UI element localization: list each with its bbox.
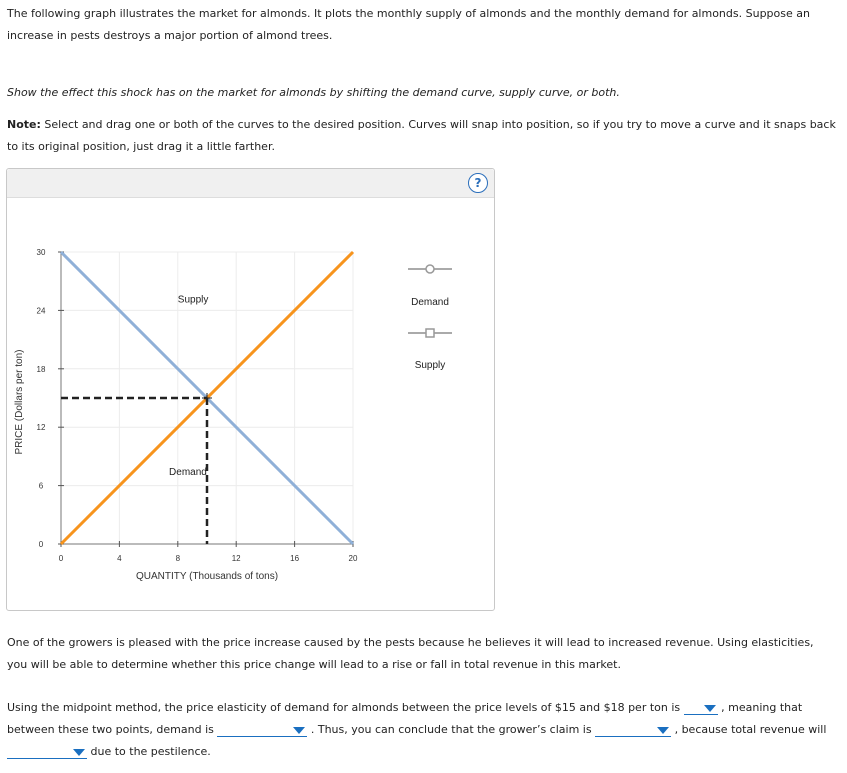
note-label: Note: xyxy=(7,118,41,131)
x-axis-label: QUANTITY (Thousands of tons) xyxy=(135,571,279,582)
claim-dropdown[interactable] xyxy=(595,723,671,737)
supply-curve-label: Supply xyxy=(177,294,209,306)
elasticity-value-dropdown[interactable] xyxy=(684,701,718,715)
demand-curve-label: Demand xyxy=(169,466,207,478)
help-icon[interactable]: ? xyxy=(468,173,488,193)
chevron-down-icon xyxy=(704,705,716,712)
x-tick-label: 20 xyxy=(348,554,358,563)
intro-text: The following graph illustrates the market for almonds. It plots the monthly supply of almonds and the monthly demand for almonds. Suppose an increase in pests destroys a major portion of almond trees. xyxy=(7,7,810,42)
question-part-2: , meaning that between these two points, demand is xyxy=(7,701,803,736)
legend-supply-label: Supply xyxy=(414,360,446,371)
x-tick-label: 12 xyxy=(231,554,241,563)
y-tick-label: 18 xyxy=(36,364,46,374)
y-tick-label: 30 xyxy=(36,248,46,257)
revenue-dropdown[interactable] xyxy=(7,745,87,759)
y-tick-label: 12 xyxy=(36,423,46,433)
legend-demand-circle-icon[interactable] xyxy=(426,265,434,273)
demand-type-dropdown[interactable] xyxy=(217,723,307,737)
y-tick-label: 24 xyxy=(36,306,46,316)
legend-demand-label: Demand xyxy=(411,297,449,308)
question-part-3: . Thus, you can conclude that the grower’s claim is xyxy=(307,723,596,736)
x-tick-label: 16 xyxy=(290,554,300,563)
instruction-text: Show the effect this shock has on the market for almonds by shifting the demand curve, supply curve, or both. xyxy=(7,86,620,99)
chevron-down-icon xyxy=(73,749,85,756)
question-part-4: , because total revenue will xyxy=(671,723,827,736)
x-tick-label: 8 xyxy=(175,554,181,563)
question-part-5: due to the pestilence. xyxy=(87,745,211,758)
y-axis-label: PRICE (Dollars per ton) xyxy=(14,349,25,455)
y-tick-label: 6 xyxy=(38,481,44,491)
question-part-1: Using the midpoint method, the price elasticity of demand for almonds between the price levels of $15 and $18 per ton is xyxy=(7,701,684,714)
note-body: Select and drag one or both of the curves to the desired position. Curves will snap into position, so if you try to move a curve and it snaps back to its original position, just drag it a little farther. xyxy=(7,118,836,153)
x-tick-label: 4 xyxy=(117,554,122,563)
chevron-down-icon xyxy=(657,727,669,734)
legend-supply-square-icon[interactable] xyxy=(426,329,434,337)
x-tick-label: 0 xyxy=(58,554,64,563)
y-tick-label: 0 xyxy=(38,540,44,549)
chevron-down-icon xyxy=(293,727,305,734)
grower-text: One of the growers is pleased with the price increase caused by the pests because he believes it will lead to increased revenue. Using elasticities, you will be able to determine whether this price change will lead to a rise or fall in total revenue in this market. xyxy=(7,636,814,671)
question-text xyxy=(7,697,837,763)
